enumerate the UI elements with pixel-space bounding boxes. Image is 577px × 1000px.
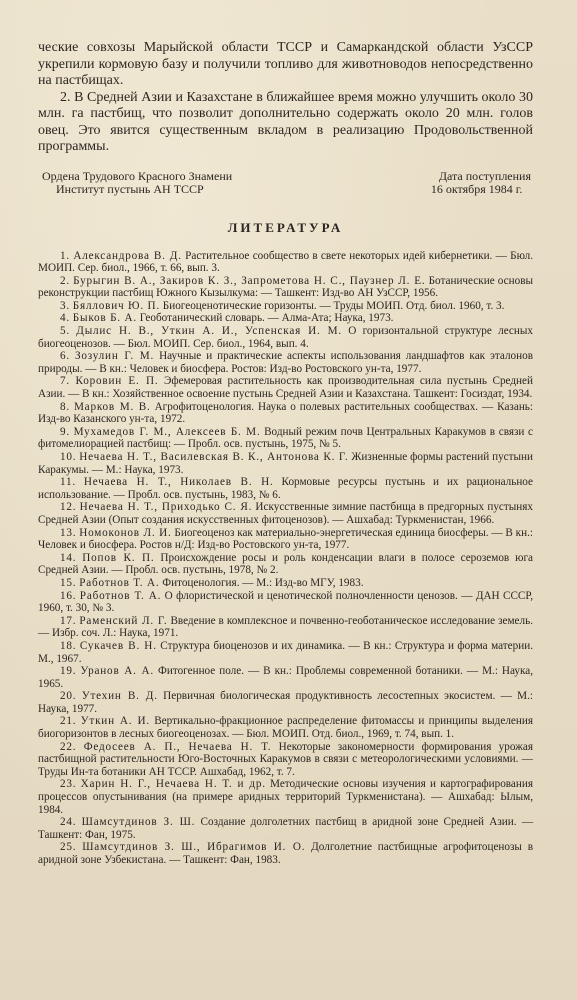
reference-number: 17. xyxy=(60,614,77,627)
reference-text: Жизненные формы растений пустыни Каракумы. — М.: Наука, 1973. xyxy=(38,451,534,476)
reference-number: 4. xyxy=(60,312,70,325)
received-date: 16 октября 1984 г. xyxy=(430,181,523,196)
reference-item xyxy=(38,312,533,325)
reference-number: 24. xyxy=(60,816,77,829)
reference-item xyxy=(38,690,533,715)
reference-number: 21. xyxy=(60,715,77,728)
reference-text: Искусственные зимние пастбища в предгорных пустынях Средней Азии (Опыт создания искусственных фитоценозов). — Ашхабад: Туркменистан, 1966. xyxy=(38,501,534,526)
intro-text xyxy=(38,40,533,156)
reference-item xyxy=(38,590,533,615)
reference-number: 13. xyxy=(60,526,77,539)
reference-text: Биогеоценотические горизонты. — Труды МОИП. Отд. биол. 1960, т. 3. xyxy=(162,299,505,312)
reference-item xyxy=(38,350,533,375)
reference-text: Долголетние пастбищные агрофитоценозы в аридной зоне Узбекистана. — Ташкент: Фан, 1983. xyxy=(38,841,534,866)
institution-line-1: Ордена Трудового Красного Знамени xyxy=(42,168,233,183)
reference-number: 14. xyxy=(60,551,77,564)
reference-text: Растительное сообщество в свете некоторых идей кибернетики. — Бюл. МОИП. Сер. биол., 1966, т. 66, вып. 3. xyxy=(38,249,534,275)
reference-authors: Попов К. П. xyxy=(82,551,155,564)
reference-text: Фитоценология. — М.: Изд-во МГУ, 1983. xyxy=(162,576,364,589)
reference-text: Некоторые закономерности формирования урожая пастбищной растительности Юго-Восточных Каракумов в связи с метеорологическими условиями. — Труды Ин-та ботаники АН ТССР. Ашхабад, 1962, т. 7. xyxy=(38,740,534,778)
reference-item xyxy=(38,577,533,590)
received-label: Дата поступления xyxy=(438,168,531,183)
reference-number: 6. xyxy=(60,350,70,363)
reference-number: 22. xyxy=(60,740,77,753)
reference-number: 18. xyxy=(60,639,77,652)
reference-authors: Александрова В. Д. xyxy=(73,249,182,262)
reference-number: 5. xyxy=(60,325,70,338)
reference-item xyxy=(38,325,533,350)
reference-item xyxy=(38,375,533,400)
reference-number: 11. xyxy=(60,476,76,489)
reference-authors: Быков Б. А. xyxy=(72,312,137,325)
reference-number: 8. xyxy=(60,400,70,413)
reference-authors: Утехин В. Д. xyxy=(81,690,158,703)
intro-paragraph-2: 2. В Средней Азии и Казахстане в ближайшее время можно улучшить около 30 млн. га пастбищ, что позволит дополнительно содержать около 20 млн. голов овец. Это явится существенным вкладом в реализацию Продовольственной программы. xyxy=(38,89,533,154)
reference-authors: Шамсутдинов З. Ш. xyxy=(81,816,196,829)
reference-authors: Нечаева Н. Т., Приходько С. Я. xyxy=(79,501,253,514)
intro-paragraph-1: ческие совхозы Марыйской области ТССР и Самаркандской области УзССР укрепили кормовую базу и получили топливо для животноводов непосредственно на пастбищах. xyxy=(38,40,533,88)
reference-text: Структура биоценозов и их динамика. — В кн.: Структура и форма материи. М., 1967. xyxy=(38,639,534,665)
reference-item xyxy=(38,401,533,426)
reference-number: 20. xyxy=(60,690,77,703)
reference-authors: Шамсутдинов З. Ш., Ибрагимов И. О. xyxy=(82,841,306,854)
reference-authors: Уранов А. А. xyxy=(80,665,155,678)
reference-item xyxy=(38,250,533,275)
reference-number: 15. xyxy=(60,576,77,589)
reference-item xyxy=(38,275,533,300)
institution xyxy=(38,170,232,196)
reference-item xyxy=(38,741,533,779)
reference-number: 7. xyxy=(60,375,70,388)
reference-text: Агрофитоценология. Наука о полевых растительных сообществах. — Казань: Изд-во Казанского ун-та, 1972. xyxy=(38,400,534,426)
reference-text: Кормовые ресурсы пустынь и их рациональное использование. — Пробл. осв. пустынь, 1983, № 6. xyxy=(38,476,533,501)
reference-text: Происхождение росы и роль конденсации влаги в полосе сероземов юга Средней Азии. — Пробл. осв. пустынь, 1978, № 2. xyxy=(38,551,534,577)
reference-authors: Работнов Т. А. xyxy=(79,589,162,602)
reference-item xyxy=(38,552,533,577)
reference-text: Биогеоценоз как материально-энергетическая единица биосферы. — В кн.: Человек и биосфера. Ростов н/Д: Изд-во Ростовского ун-та, 1977. xyxy=(38,526,534,552)
reference-authors: Мухамедов Г. М., Алексеев Б. М. xyxy=(73,425,261,438)
reference-item xyxy=(38,527,533,552)
reference-authors: Бурыгин В. А., Закиров К. З., Запрометова Н. С., Паузнер Л. Е. xyxy=(73,274,426,287)
reference-text: Первичная биологическая продуктивность лесостепных экосистем. — М.: Наука, 1977. xyxy=(38,690,534,715)
reference-text: Эфемеровая растительность как производительная сила пустынь Средней Азии. — В кн.: Хозяйственное освоение пустынь Средней Азии и Казахстана. Ташкент: Госиздат, 1934. xyxy=(38,375,533,401)
institution-line-2: Институт пустынь АН ТССР xyxy=(56,181,204,196)
reference-text: Создание долголетних пастбищ в аридной зоне Средней Азии. — Ташкент: Фан, 1975. xyxy=(38,816,534,841)
reference-authors: Дылис Н. В., Уткин А. И., Успенская И. М. xyxy=(76,325,342,338)
reference-text: Геоботанический словарь. — Алма-Ата; Наука, 1973. xyxy=(139,312,394,325)
reference-authors: Нечаева Н. Т., Василевская В. К., Антонова К. Г. xyxy=(79,451,349,463)
reference-number: 9. xyxy=(60,425,70,438)
reference-item xyxy=(38,715,533,740)
reference-item xyxy=(38,451,533,476)
literature-heading: ЛИТЕРАТУРА xyxy=(227,219,344,235)
reference-authors: Работнов Т. А. xyxy=(79,576,160,589)
reference-item xyxy=(38,640,533,665)
reference-number: 23. xyxy=(60,778,77,791)
reference-item xyxy=(38,778,533,816)
reference-authors: Бяллович Ю. П. xyxy=(72,299,160,312)
reference-authors: Уткин А. И. xyxy=(80,715,150,728)
reference-number: 2. xyxy=(60,274,70,287)
reference-text: О горизонтальной структуре лесных биогеоценозов. — Бюл. МОИП. Сер. биол., 1964, вып. 4. xyxy=(38,325,533,350)
reference-number: 19. xyxy=(60,665,77,678)
reference-text: Ботанические основы реконструкции пастбищ Южного Кызылкума: — Ташкент: Изд-во АН УзССР, 1956. xyxy=(38,274,534,300)
reference-text: Вертикально-фракционное распределение фитомассы и принципы выделения биогоризонтов в лесных биогеоценозах. — Бюл. МОИП. Отд. биол., 1969, т. 74, вып. 1. xyxy=(38,715,534,741)
reference-text: Научные и практические аспекты использования ландшафтов как эталонов природы. — В кн.: Человек и биосфера. Ростов: Изд-во Ростовского ун-та, 1977. xyxy=(38,350,533,375)
reference-number: 1. xyxy=(60,249,70,262)
reference-number: 3. xyxy=(60,299,70,312)
reference-item xyxy=(38,615,533,640)
reference-number: 10. xyxy=(60,451,77,463)
reference-item xyxy=(38,665,533,690)
affiliation-block xyxy=(38,170,533,196)
reference-authors: Харин Н. Г., Нечаева Н. Т. и др. xyxy=(80,778,266,791)
reference-text: О флористической и ценотической полночленности ценозов. — ДАН СССР, 1960, т. 30, № 3. xyxy=(38,589,534,615)
reference-authors: Нечаева Н. Т., Николаев В. Н. xyxy=(83,476,274,489)
reference-item xyxy=(38,816,533,841)
reference-text: Введение в комплексное и почвенно-геоботаническое исследование земель. — Избр. соч. Л.: Наука, 1971. xyxy=(38,614,534,640)
reference-item xyxy=(38,476,533,501)
reference-number: 25. xyxy=(60,841,77,854)
reference-authors: Раменский Л. Г. xyxy=(79,614,168,627)
received-date-block xyxy=(431,170,533,196)
reference-authors: Марков М. В. xyxy=(73,400,151,413)
reference-text: Фитогенное поле. — В кн.: Проблемы современной ботаники. — М.: Наука, 1965. xyxy=(38,665,534,690)
reference-item xyxy=(38,501,533,526)
reference-authors: Сукачев В. Н. xyxy=(79,639,157,652)
reference-item xyxy=(38,841,533,866)
reference-authors: Зозулин Г. М. xyxy=(74,350,155,363)
reference-item xyxy=(38,300,533,313)
reference-list xyxy=(38,250,533,867)
reference-number: 12. xyxy=(60,501,77,514)
reference-text: Методические основы изучения и картографирования процессов опустынивания (на примере аридных территорий Туркменистана). — Ашхабад: Ылым, 1984. xyxy=(38,778,534,816)
reference-authors: Коровин Е. П. xyxy=(75,375,159,388)
reference-item xyxy=(38,426,533,451)
reference-text: Водный режим почв Центральных Каракумов в связи с фитомелиорацией пастбищ: — Пробл. осв. пустынь, 1975, № 5. xyxy=(38,425,534,451)
reference-number: 16. xyxy=(60,589,77,602)
reference-authors: Федосеев А. П., Нечаева Н. Т. xyxy=(83,740,272,753)
reference-authors: Номоконов Л. И. xyxy=(79,526,172,539)
